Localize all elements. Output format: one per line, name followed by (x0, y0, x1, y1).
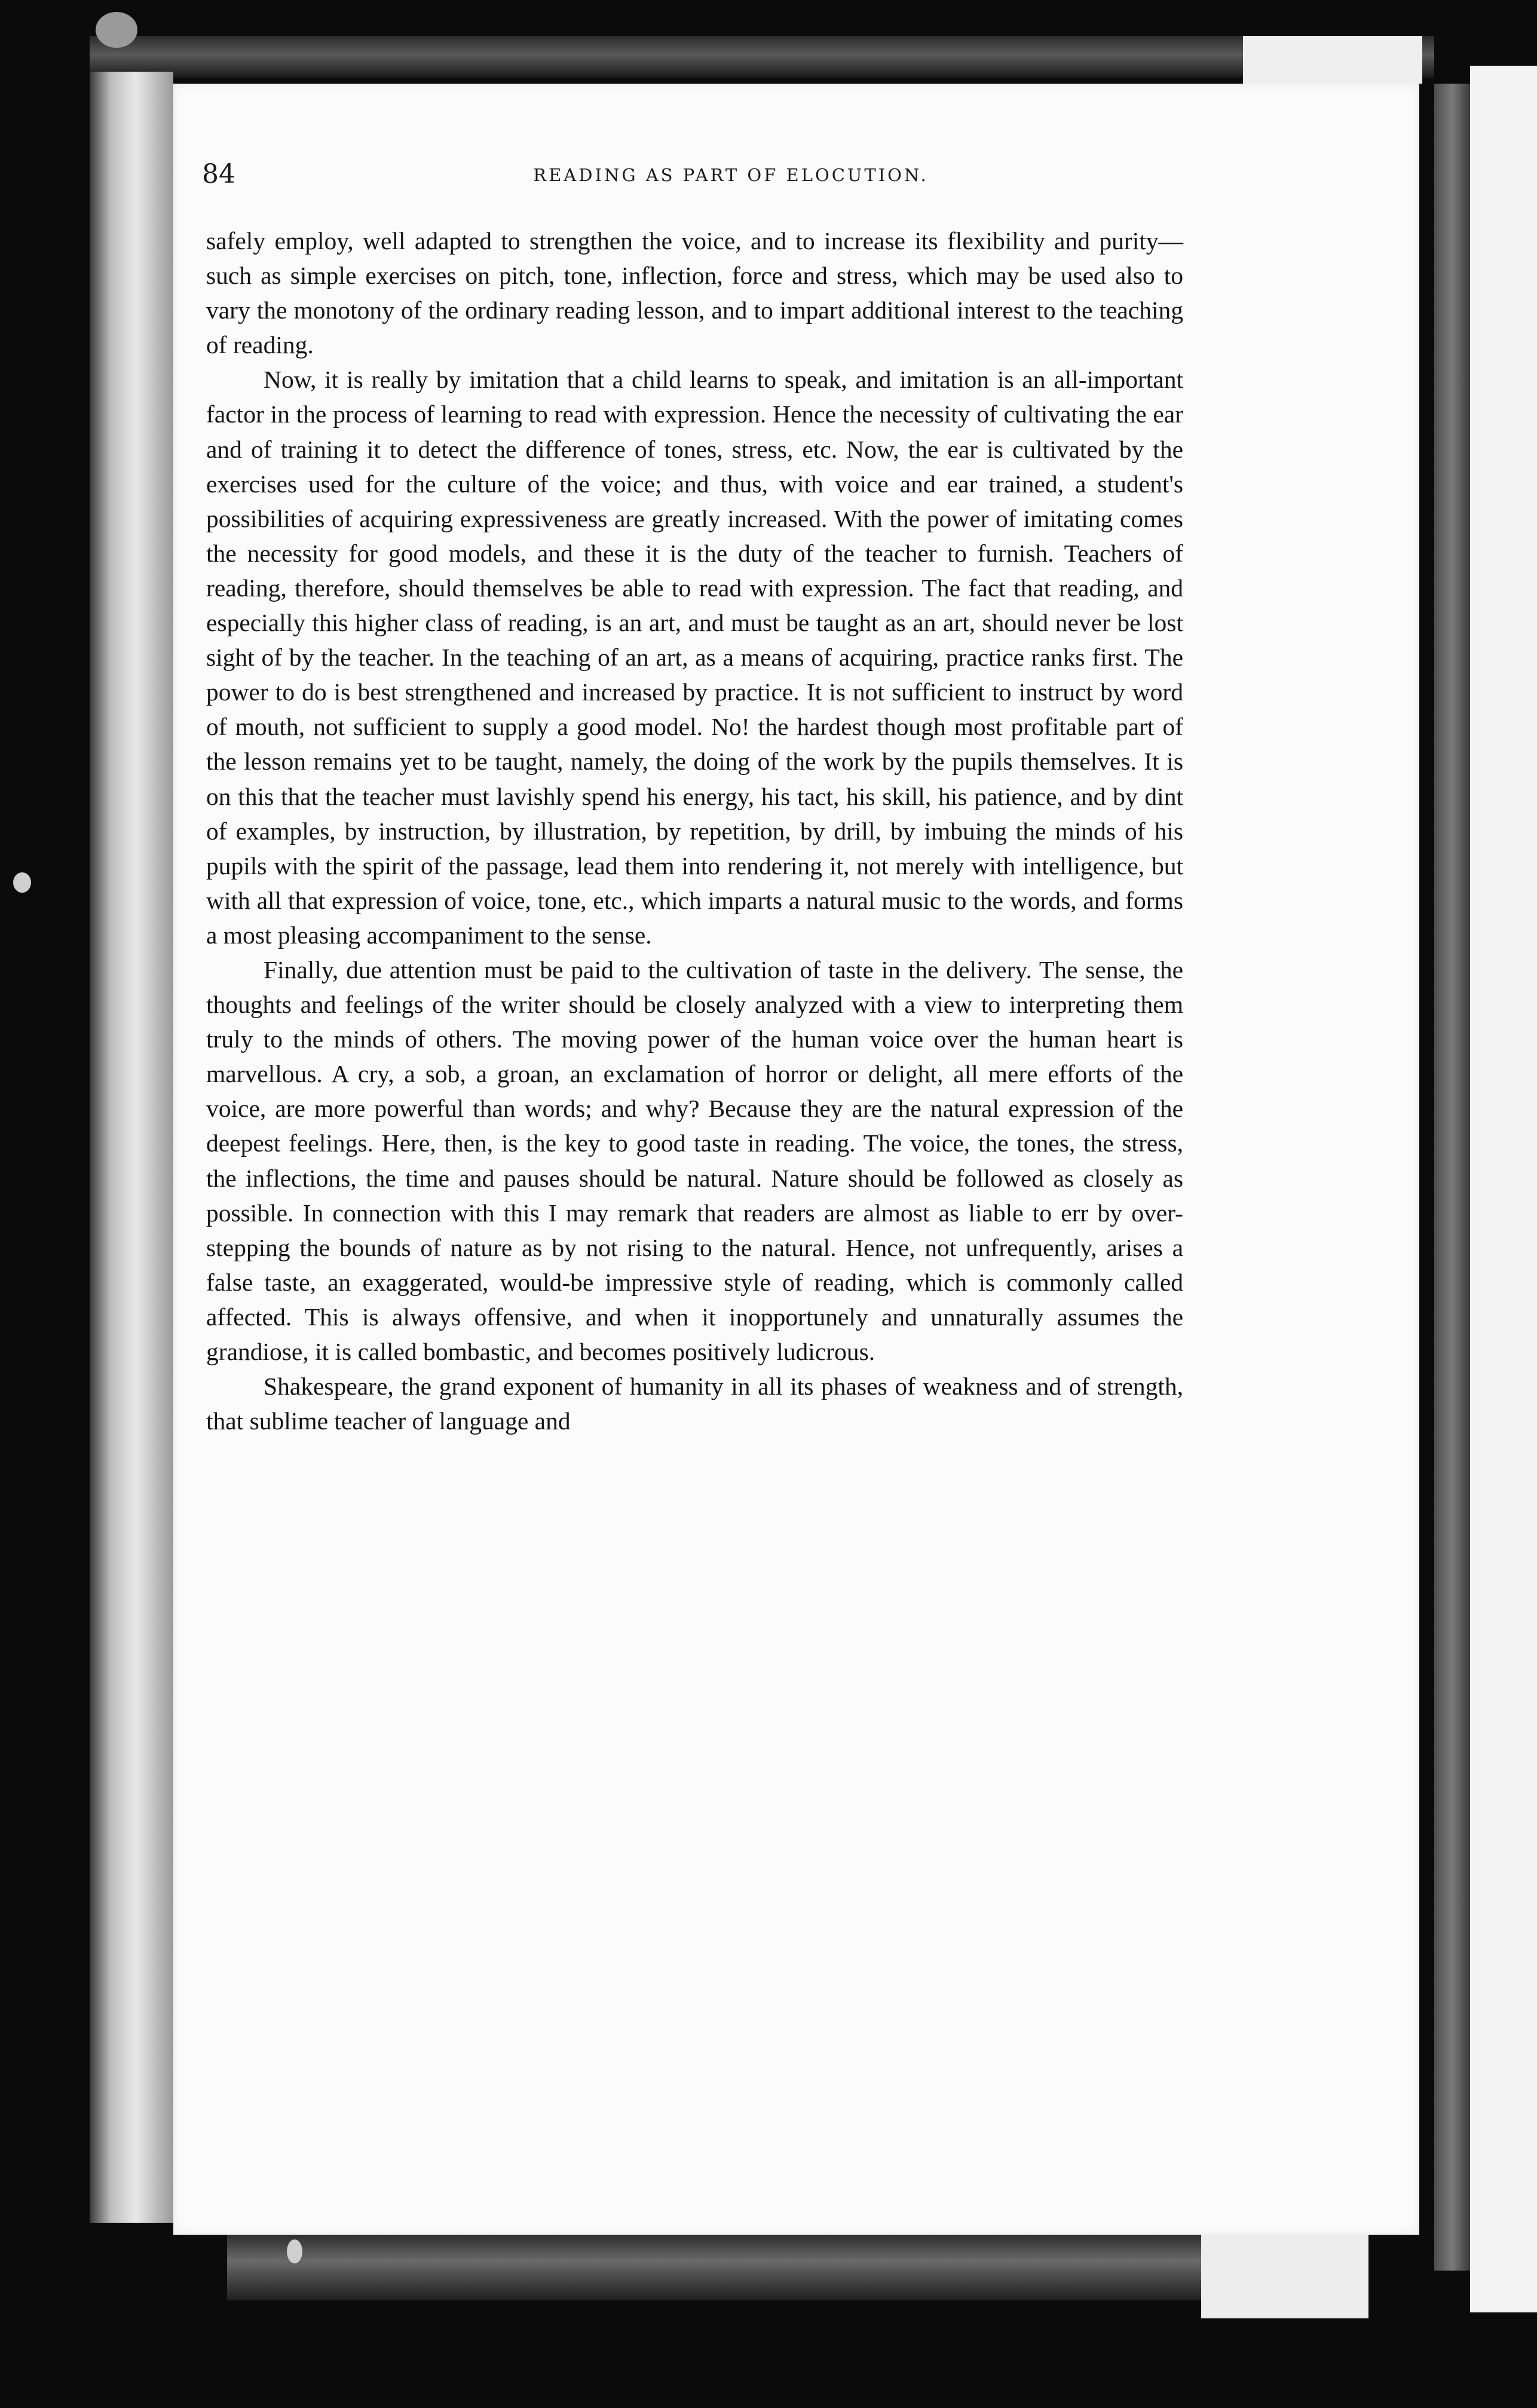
body-text (206, 223, 1183, 1438)
paragraph: safely employ, well adapted to strengthen the voice, and to increase its flexibility and purity—such as simple exercises on pitch, tone, inflection, force and stress, which may be used also to vary the monotony of the ordinary reading lesson, and to impart additional interest to the teaching of reading. (206, 227, 1183, 359)
scan-speck (287, 2239, 302, 2263)
page-left-edge (90, 72, 173, 2223)
paragraph: Now, it is really by imitation that a child learns to speak, and imitation is an all-important factor in the process of learning to read with expression. Hence the necessity of cultivating the ear and of training it to detect the difference of tones, stress, etc. Now, the ear is cultivated by the exercises used for the culture of the voice; and thus, with voice and ear trained, a student's possibilities of acquiring expressiveness are greatly increased. With the power of imitating comes the necessity for good models, and these it is the duty of the teacher to furnish. Teachers of reading, therefore, should themselves be able to read with expression. The fact that reading, and especially this higher class of reading, is an art, and must be taught as an art, should never be lost sight of by the teacher. In the teaching of an art, as a means of acquiring, practice ranks first. The power to do is best strengthened and increased by practice. It is not sufficient to instruct by word of mouth, not sufficient to supply a good model. No! the hardest though most profitable part of the lesson remains yet to be taught, namely, the doing of the work by the pupils themselves. It is on this that the teacher must lavishly spend his energy, his tact, his skill, his patience, and by dint of examples, by instruction, by illustration, by repetition, by drill, by imbuing the minds of his pupils with the spirit of the passage, lead them into rendering it, not merely with intelligence, but with all that expression of voice, tone, etc., which imparts a natural music to the words, and forms a most pleasing accompaniment to the sense. (206, 366, 1183, 949)
paragraph: Shakespeare, the grand exponent of humanity in all its phases of weakness and of strength, that sublime teacher of language and (206, 1373, 1183, 1435)
running-head (202, 159, 1188, 195)
scan-speck (13, 872, 31, 893)
binding-top-edge (90, 36, 1434, 78)
scan-speck (96, 12, 137, 48)
page-right-shadow (1434, 84, 1470, 2271)
next-page-bottom-tab (1201, 2235, 1368, 2318)
running-head-title: READING AS PART OF ELOCUTION. (533, 165, 929, 185)
binding-bottom-edge (227, 2235, 1363, 2300)
paragraph: Finally, due attention must be paid to the cultivation of taste in the delivery. The sense, the thoughts and feelings of the writer should be closely analyzed with a view to interpreting them truly to the minds of others. The moving power of the human voice over the human heart is marvellous. A cry, a sob, a groan, an exclamation of horror or delight, all mere efforts of the voice, are more powerful than words; and why? Because they are the natural expression of the deepest feelings. Here, then, is the key to good taste in reading. The voice, the tones, the stress, the inflections, the time and pauses should be natural. Nature should be followed as closely as possible. In connection with this I may remark that readers are almost as liable to err by over-stepping the bounds of nature as by not rising to the natural. Hence, not unfrequently, arises a false taste, an exaggerated, would-be impressive style of reading, which is commonly called affected. This is always offensive, and when it inopportunely and unnaturally assumes the grandiose, it is called bombastic, and becomes positively ludicrous. (206, 955, 1183, 1365)
page-number: 84 (202, 159, 235, 189)
next-page-top-tab (1243, 36, 1422, 84)
next-page-sliver (1470, 66, 1537, 2312)
